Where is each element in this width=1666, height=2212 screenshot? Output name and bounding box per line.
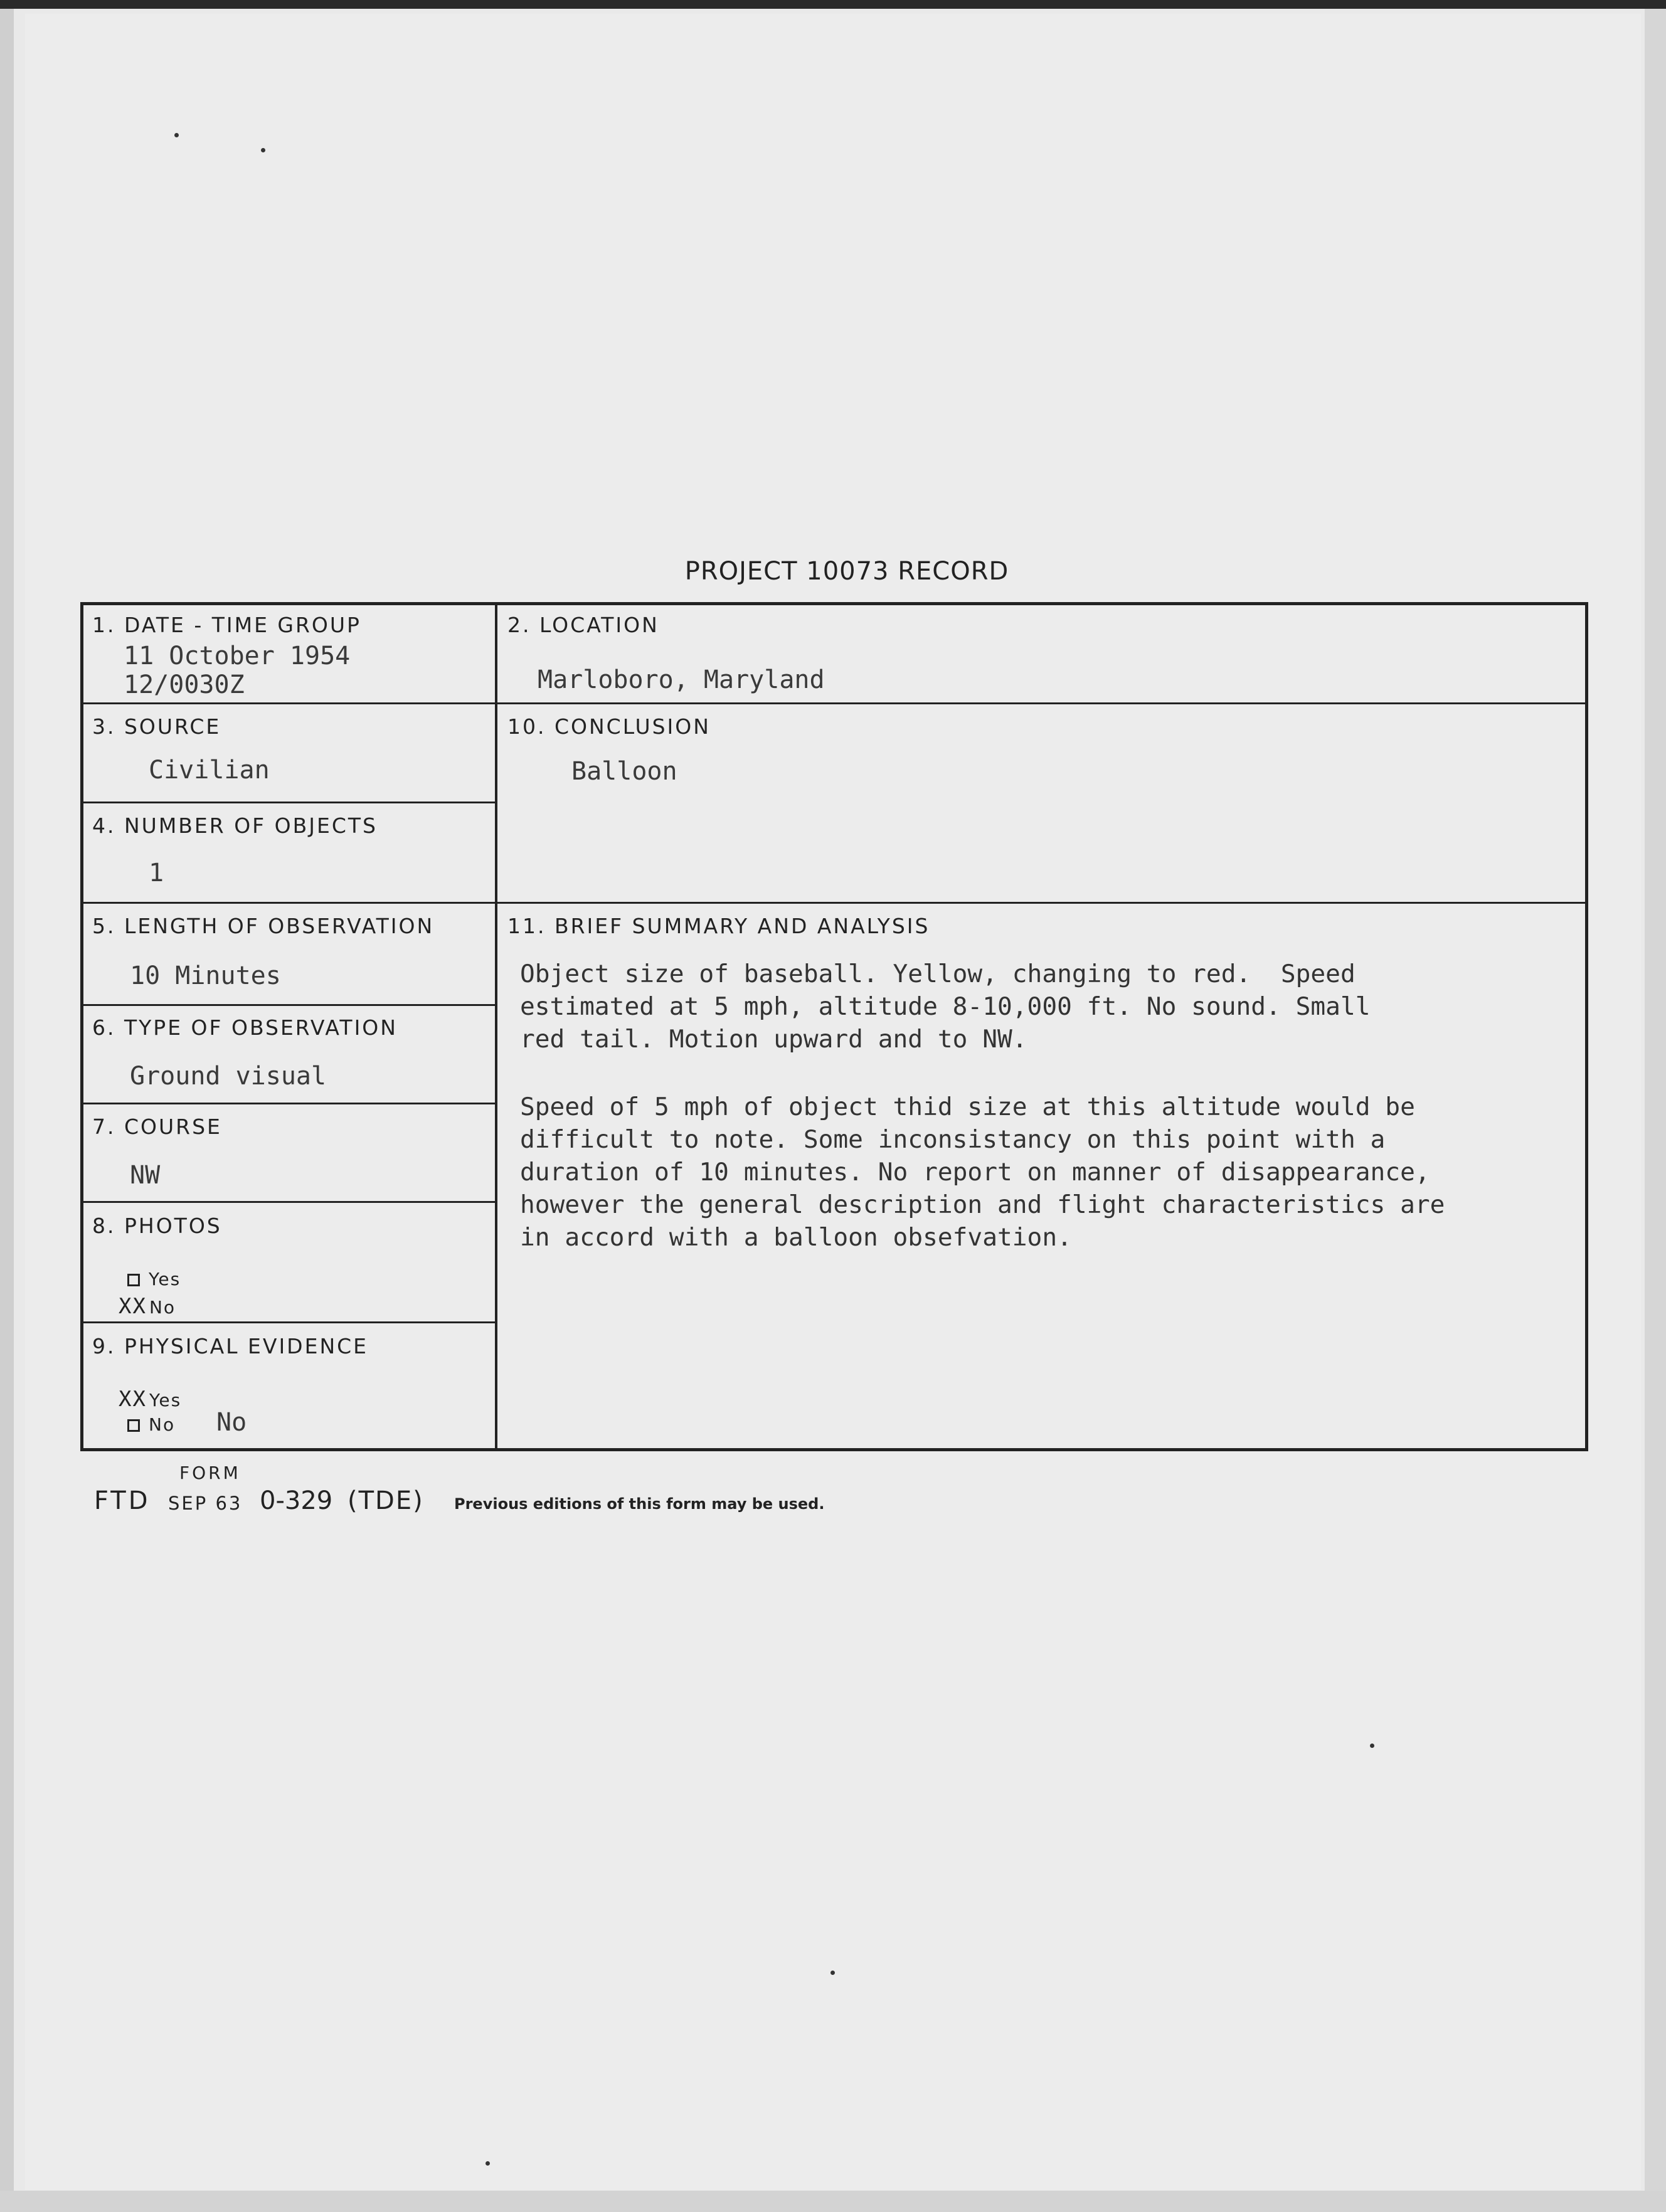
scan-edge-left [0,0,14,2212]
physical-evidence-label: 9. PHYSICAL EVIDENCE [92,1334,369,1358]
summary-line: Speed of 5 mph of object thid size at this altitude would be [520,1093,1415,1121]
record-form [80,602,1588,1451]
checkbox-empty-icon [127,1274,140,1286]
photos-yes-option [127,1269,181,1289]
length-of-observation-label: 5. LENGTH OF OBSERVATION [92,914,435,938]
summary-paragraph-1 [520,958,1371,1056]
course-value: NW [130,1161,161,1190]
scan-edge-top [0,0,1666,9]
physical-evidence-yes-option [119,1387,181,1412]
footer-note: Previous editions of this form may be used. [454,1495,825,1513]
row-divider [83,1201,496,1203]
scan-edge-right [1645,0,1666,2212]
source-value: Civilian [149,756,270,785]
summary-line: in accord with a balloon obsefvation. [520,1223,1072,1252]
physical-evidence-yes-label: Yes [149,1390,182,1410]
location-label: 2. LOCATION [507,613,659,637]
summary-line: however the general description and flight characteristics are [520,1190,1445,1219]
number-of-objects-label: 4. NUMBER OF OBJECTS [92,813,378,838]
conclusion-label: 10. CONCLUSION [507,714,711,739]
row-divider [83,802,496,803]
checkbox-x-mark-icon: XX [119,1387,147,1412]
dust-speck [485,2161,490,2166]
footer-form-number: 0-329 [260,1486,333,1515]
summary-line: red tail. Motion upward and to NW. [520,1025,1027,1054]
footer-ftd: FTD [94,1486,151,1515]
photos-no-option [119,1294,176,1319]
summary-label: 11. BRIEF SUMMARY AND ANALYSIS [507,914,930,938]
checkbox-x-mark-icon: XX [119,1294,147,1319]
time-value: 12/0030Z [124,670,245,699]
summary-line: duration of 10 minutes. No report on manner of disappearance, [520,1158,1430,1187]
type-of-observation-value: Ground visual [130,1062,327,1091]
physical-evidence-typed-note: No [216,1408,247,1437]
photos-yes-label: Yes [149,1269,181,1289]
summary-paragraph-2 [520,1091,1445,1254]
checkbox-empty-icon [127,1419,140,1432]
conclusion-value: Balloon [571,757,677,786]
footer-date: SEP 63 [168,1493,243,1514]
number-of-objects-value: 1 [149,859,164,887]
photos-label: 8. PHOTOS [92,1214,222,1238]
dust-speck [830,1971,835,1975]
footer-form-word: FORM [179,1463,241,1483]
dust-speck [261,148,265,152]
row-divider [83,1103,496,1104]
length-of-observation-value: 10 Minutes [130,961,281,990]
footer-tde: (TDE) [348,1486,424,1515]
row-divider [83,1321,496,1323]
summary-line: difficult to note. Some inconsistancy on this point with a [520,1125,1386,1154]
row-divider [83,902,1586,904]
row-divider [83,702,1586,704]
location-value: Marloboro, Maryland [538,665,825,694]
physical-evidence-no-option [127,1414,175,1435]
source-label: 3. SOURCE [92,714,221,739]
type-of-observation-label: 6. TYPE OF OBSERVATION [92,1015,398,1040]
record-title: PROJECT 10073 RECORD [684,557,1009,586]
date-time-label: 1. DATE - TIME GROUP [92,613,361,637]
photos-no-label: No [149,1297,176,1318]
row-divider [83,1004,496,1006]
physical-evidence-no-label: No [149,1414,176,1435]
course-label: 7. COURSE [92,1114,222,1139]
dust-speck [174,133,179,137]
scan-edge-bottom [0,2191,1666,2212]
dust-speck [1370,1744,1374,1748]
summary-line: Object size of baseball. Yellow, changing to red. Speed [520,960,1356,988]
date-value: 11 October 1954 [124,642,351,670]
summary-line: estimated at 5 mph, altitude 8-10,000 ft. No sound. Small [520,992,1371,1021]
